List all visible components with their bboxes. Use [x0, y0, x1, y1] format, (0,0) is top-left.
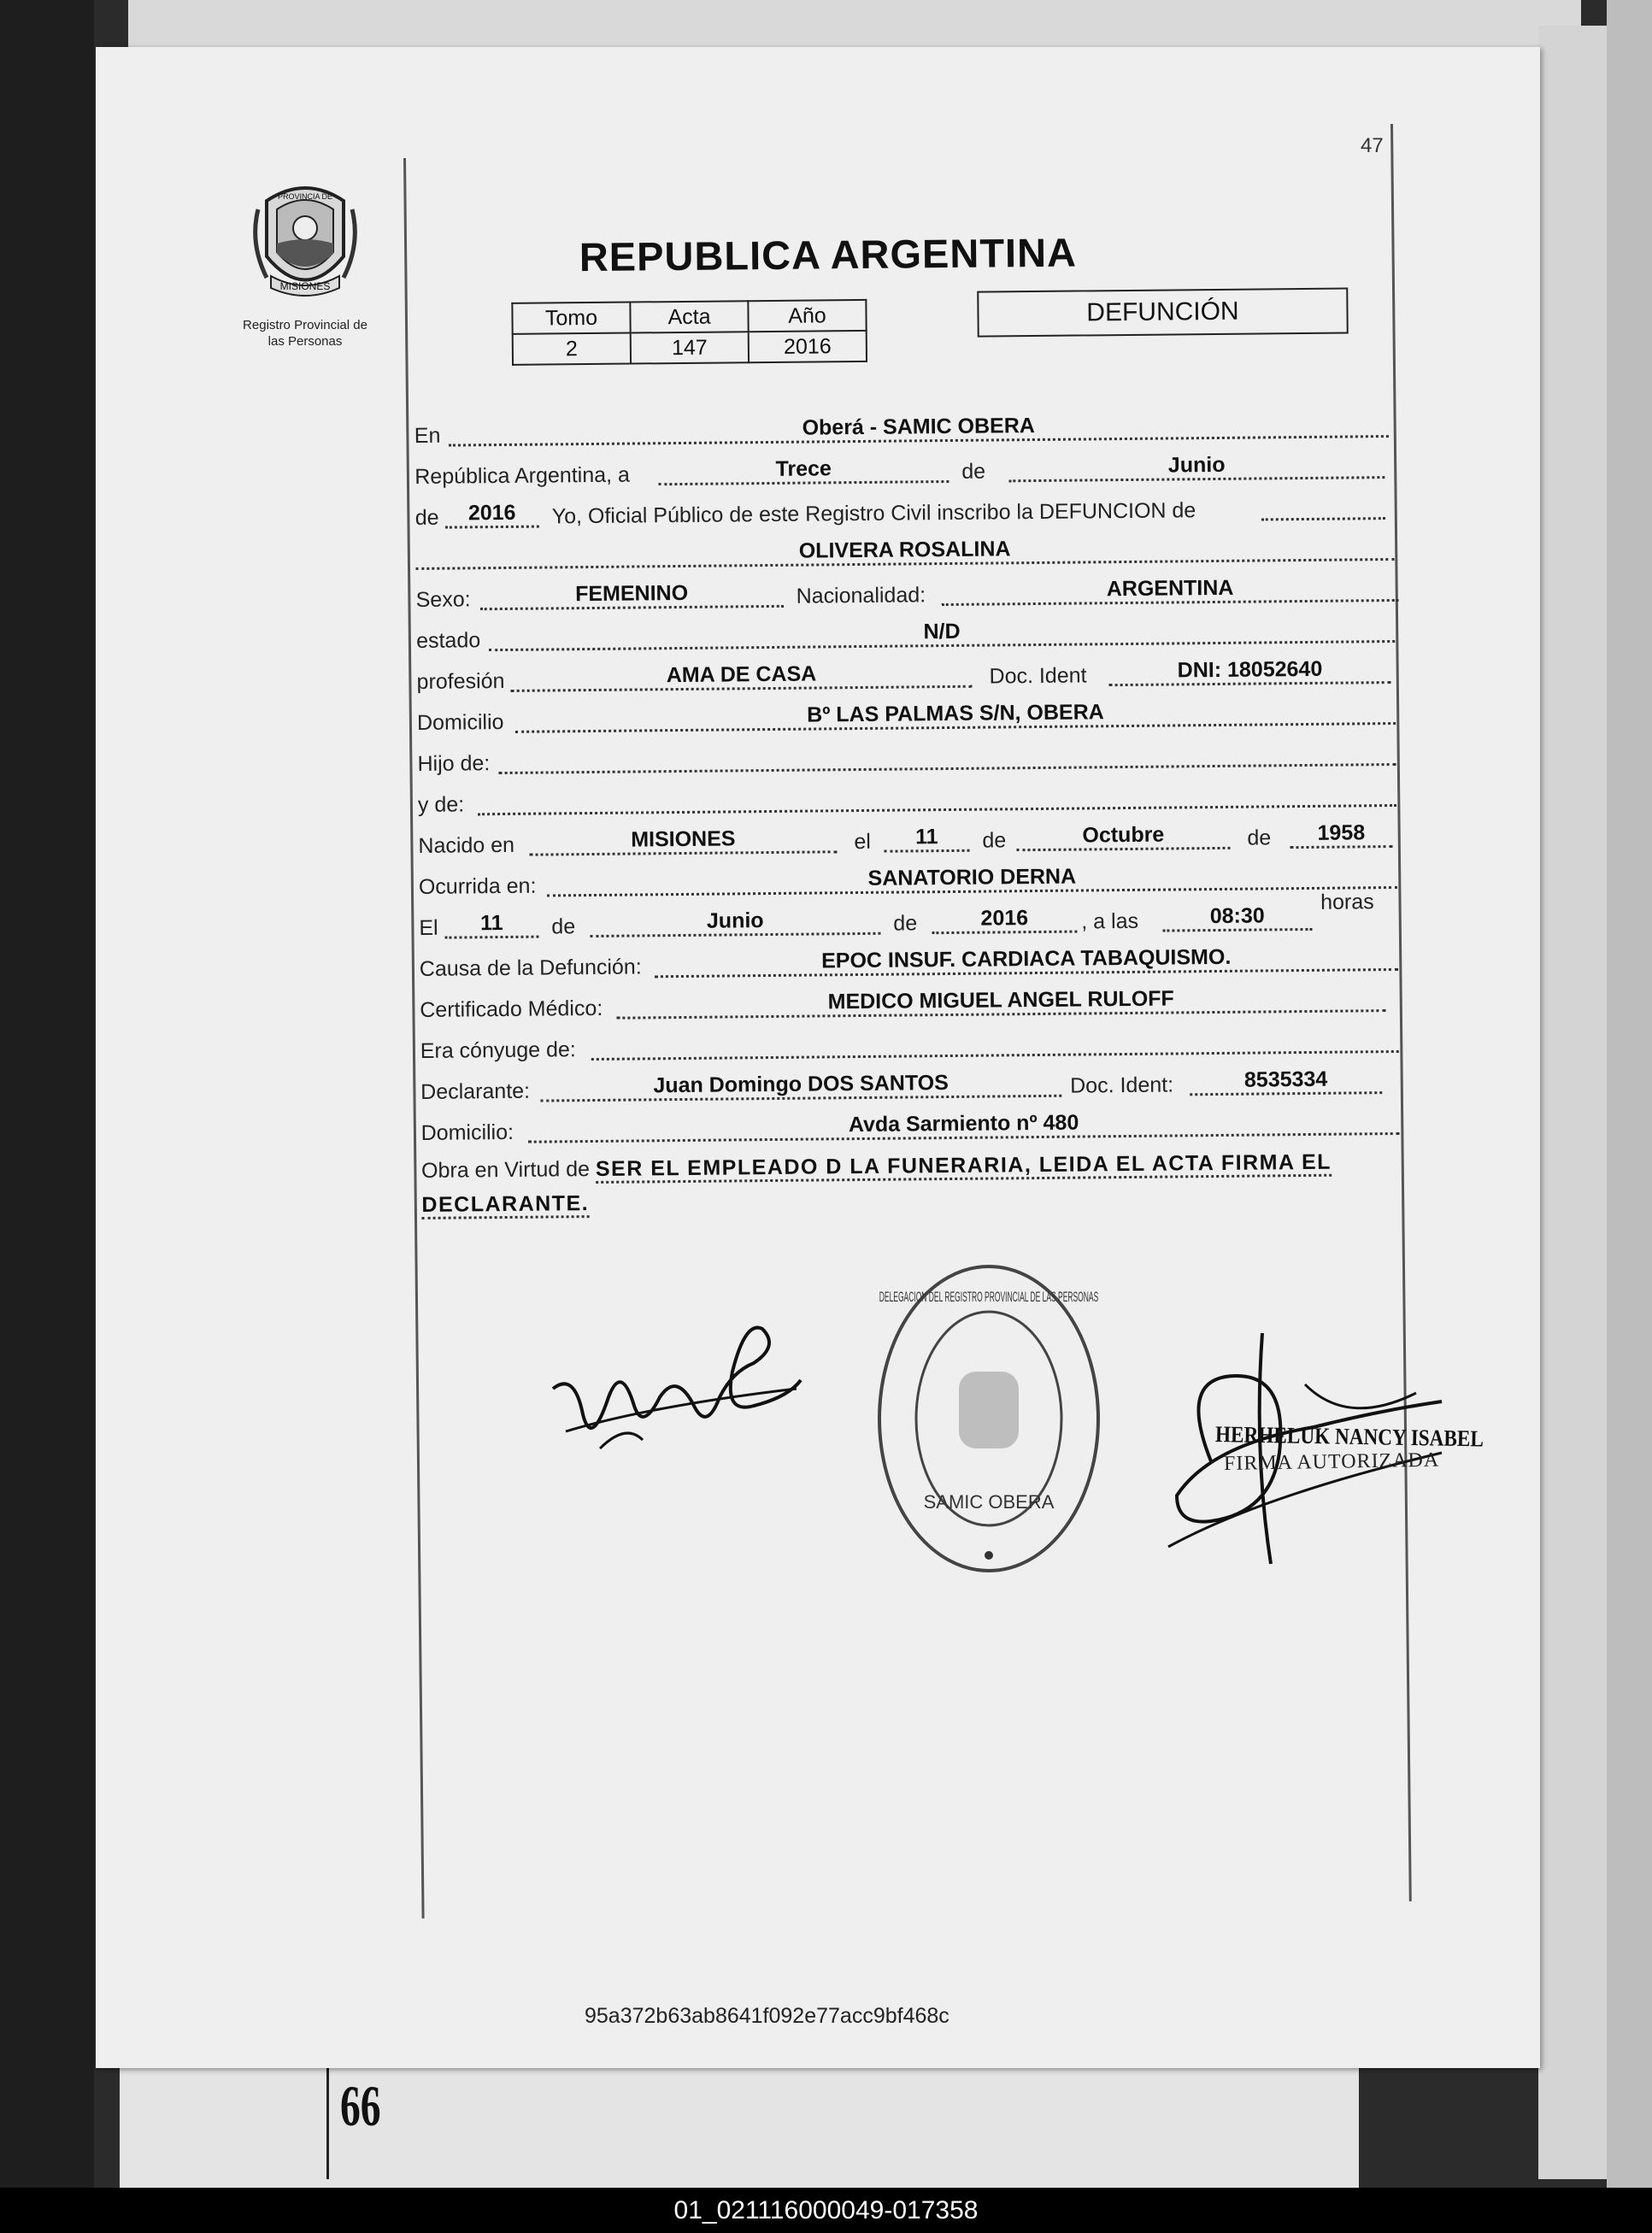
signer-name: HERHELUK NANCY ISABEL — [1214, 1421, 1484, 1452]
domicilio-label: Domicilio — [416, 709, 504, 735]
tomo-value: 2 — [513, 333, 631, 365]
bottom-page-number: 66 — [340, 2073, 381, 2138]
nacionalidad-field: ARGENTINA — [941, 573, 1398, 606]
domicilio2-label: Domicilio: — [420, 1119, 514, 1145]
background-page-bottom — [120, 2051, 1359, 2192]
de4-label: de — [1247, 826, 1272, 850]
logo-caption-line2: las Personas — [267, 334, 343, 349]
defuncion-anio-field: 2016 — [932, 905, 1077, 935]
row-causa — [420, 938, 1402, 985]
ocurrida-en-field: SANATORIO DERNA — [547, 861, 1397, 897]
logo-text-top: PROVINCIA DE — [277, 192, 333, 201]
page-title: REPUBLICA ARGENTINA — [579, 229, 1078, 280]
bottom-margin-line — [326, 2068, 329, 2179]
registry-seal-icon — [873, 1260, 1104, 1577]
inscribe-text: Yo, Oficial Público de este Registro Civil inscribo la DEFUNCION de — [551, 498, 1196, 529]
nacionalidad-label: Nacionalidad: — [796, 583, 926, 608]
sexo-field: FEMENINO — [479, 579, 783, 610]
profesion-field: AMA DE CASA — [510, 660, 972, 692]
acta-header: Acta — [630, 301, 748, 332]
logo-text: MISIONES — [279, 280, 331, 292]
row-estado — [416, 610, 1399, 657]
defuncion-mes-field: Junio — [590, 907, 880, 937]
row-domicilio — [417, 692, 1400, 739]
row-certificado — [420, 979, 1402, 1026]
horas-label: horas — [1320, 890, 1374, 914]
row-ocurrida — [419, 856, 1402, 903]
nacido-en-field: MISIONES — [529, 825, 837, 855]
domicilio2-field: Avda Sarmiento nº 480 — [527, 1107, 1399, 1143]
de-label: de — [961, 459, 986, 484]
domicilio-field: Bº LAS PALMAS S/N, OBERA — [515, 696, 1396, 733]
conyuge-field — [591, 1025, 1399, 1061]
declarante-label: Declarante: — [420, 1078, 531, 1104]
hijo-de-label: Hijo de: — [417, 751, 491, 776]
de6-label: de — [893, 911, 918, 936]
certificado-field: MEDICO MIGUEL ANGEL RULOFF — [616, 984, 1385, 1020]
row-conyuge — [420, 1020, 1403, 1067]
obra-en-virtud — [421, 1144, 1401, 1222]
row-domicilio2 — [420, 1102, 1403, 1149]
row-en — [414, 405, 1397, 452]
causa-label: Causa de la Defunción: — [419, 955, 642, 981]
nacimiento-dia-field: 11 — [884, 824, 969, 853]
acta-value: 147 — [631, 332, 749, 363]
el2-label: El — [419, 915, 438, 940]
de2-label: de — [414, 505, 439, 530]
row-hijo-de — [417, 733, 1400, 780]
en-label: En — [414, 423, 441, 448]
signer-role: FIRMA AUTORIZADA — [1223, 1449, 1440, 1475]
registry-table — [511, 299, 867, 366]
logo-caption-line1: Registro Provincial de — [243, 318, 367, 332]
sexo-label: Sexo: — [415, 587, 471, 612]
row-nacido — [418, 815, 1401, 862]
row-sexo — [415, 569, 1398, 616]
seal-ring-text: DELEGACION DEL REGISTRO PROVINCIAL DE LAS PERSONAS — [879, 1288, 1099, 1305]
background-binder — [1607, 0, 1652, 2188]
anio-header: Año — [748, 300, 866, 332]
estado-field: N/D — [489, 614, 1395, 651]
anio-value: 2016 — [749, 331, 867, 362]
doc-ident2-label: Doc. Ident: — [1070, 1072, 1174, 1098]
declarant-signature-icon — [549, 1320, 805, 1474]
y-de-label: y de: — [417, 792, 465, 817]
y-de-field — [478, 779, 1396, 815]
nacido-en-label: Nacido en — [418, 832, 515, 858]
row-fecha-defuncion — [419, 890, 1402, 944]
row-nombre — [415, 528, 1398, 575]
doc-ident-field: DNI: 18052640 — [1108, 655, 1390, 686]
row-profesion — [416, 651, 1399, 698]
defuncion-hora-field: 08:30 — [1162, 902, 1312, 932]
a-las-label: , a las — [1081, 908, 1139, 934]
row-republica — [414, 446, 1397, 493]
doc-ident-label: Doc. Ident — [989, 663, 1087, 689]
nacimiento-mes-field: Octubre — [1016, 821, 1230, 851]
profesion-label: profesión — [416, 668, 505, 694]
obra-label: Obra en Virtud de — [420, 1157, 591, 1183]
tomo-header: Tomo — [512, 303, 630, 334]
republica-label: República Argentina, a — [414, 462, 630, 489]
row-declarante — [420, 1061, 1403, 1108]
logo-caption — [224, 317, 386, 350]
mes-field: Junio — [1008, 450, 1385, 482]
background-sheet-right — [1538, 26, 1607, 2179]
el-label: el — [854, 829, 872, 855]
document-type-box: DEFUNCIÓN — [977, 287, 1348, 337]
seal-inner-text: SAMIC OBERA — [923, 1491, 1055, 1513]
conyuge-label: Era cónyuge de: — [420, 1037, 576, 1063]
scan-footer-id: 01_021116000049-017358 — [0, 2188, 1652, 2233]
deceased-name-field: OLIVERA ROSALINA — [415, 532, 1394, 570]
causa-field: EPOC INSUF. CARDIACA TABAQUISMO. — [655, 943, 1398, 978]
doc-ident2-field: 8535334 — [1190, 1066, 1382, 1096]
background-page-top — [128, 0, 1581, 51]
page-number: 47 — [1361, 134, 1384, 157]
declarante-field: Juan Domingo DOS SANTOS — [540, 1069, 1061, 1102]
obra-field: SER EL EMPLEADO D LA FUNERARIA, LEIDA EL ACTA FIRMA EL DECLARANTE. — [421, 1150, 1332, 1219]
de5-label: de — [551, 914, 576, 939]
anio-field: 2016 — [445, 500, 539, 529]
defuncion-dia-field: 11 — [444, 910, 538, 939]
row-y-de — [418, 774, 1401, 821]
document-hash: 95a372b63ab8641f092e77acc9bf468c — [585, 2004, 949, 2028]
row-anio-inscribe — [415, 487, 1398, 534]
en-field: Oberá - SAMIC OBERA — [449, 409, 1389, 447]
misiones-coat-of-arms-icon — [250, 175, 361, 303]
dia-field: Trece — [658, 455, 949, 485]
death-certificate-page — [96, 47, 1540, 2068]
hijo-de-field — [498, 737, 1396, 774]
estado-label: estado — [416, 628, 481, 653]
certificado-label: Certificado Médico: — [420, 996, 603, 1022]
ocurrida-en-label: Ocurrida en: — [418, 873, 537, 899]
dark-background — [0, 0, 94, 2188]
nacimiento-anio-field: 1958 — [1290, 820, 1392, 849]
inscribe-blank — [1261, 491, 1385, 520]
de3-label: de — [982, 828, 1007, 853]
